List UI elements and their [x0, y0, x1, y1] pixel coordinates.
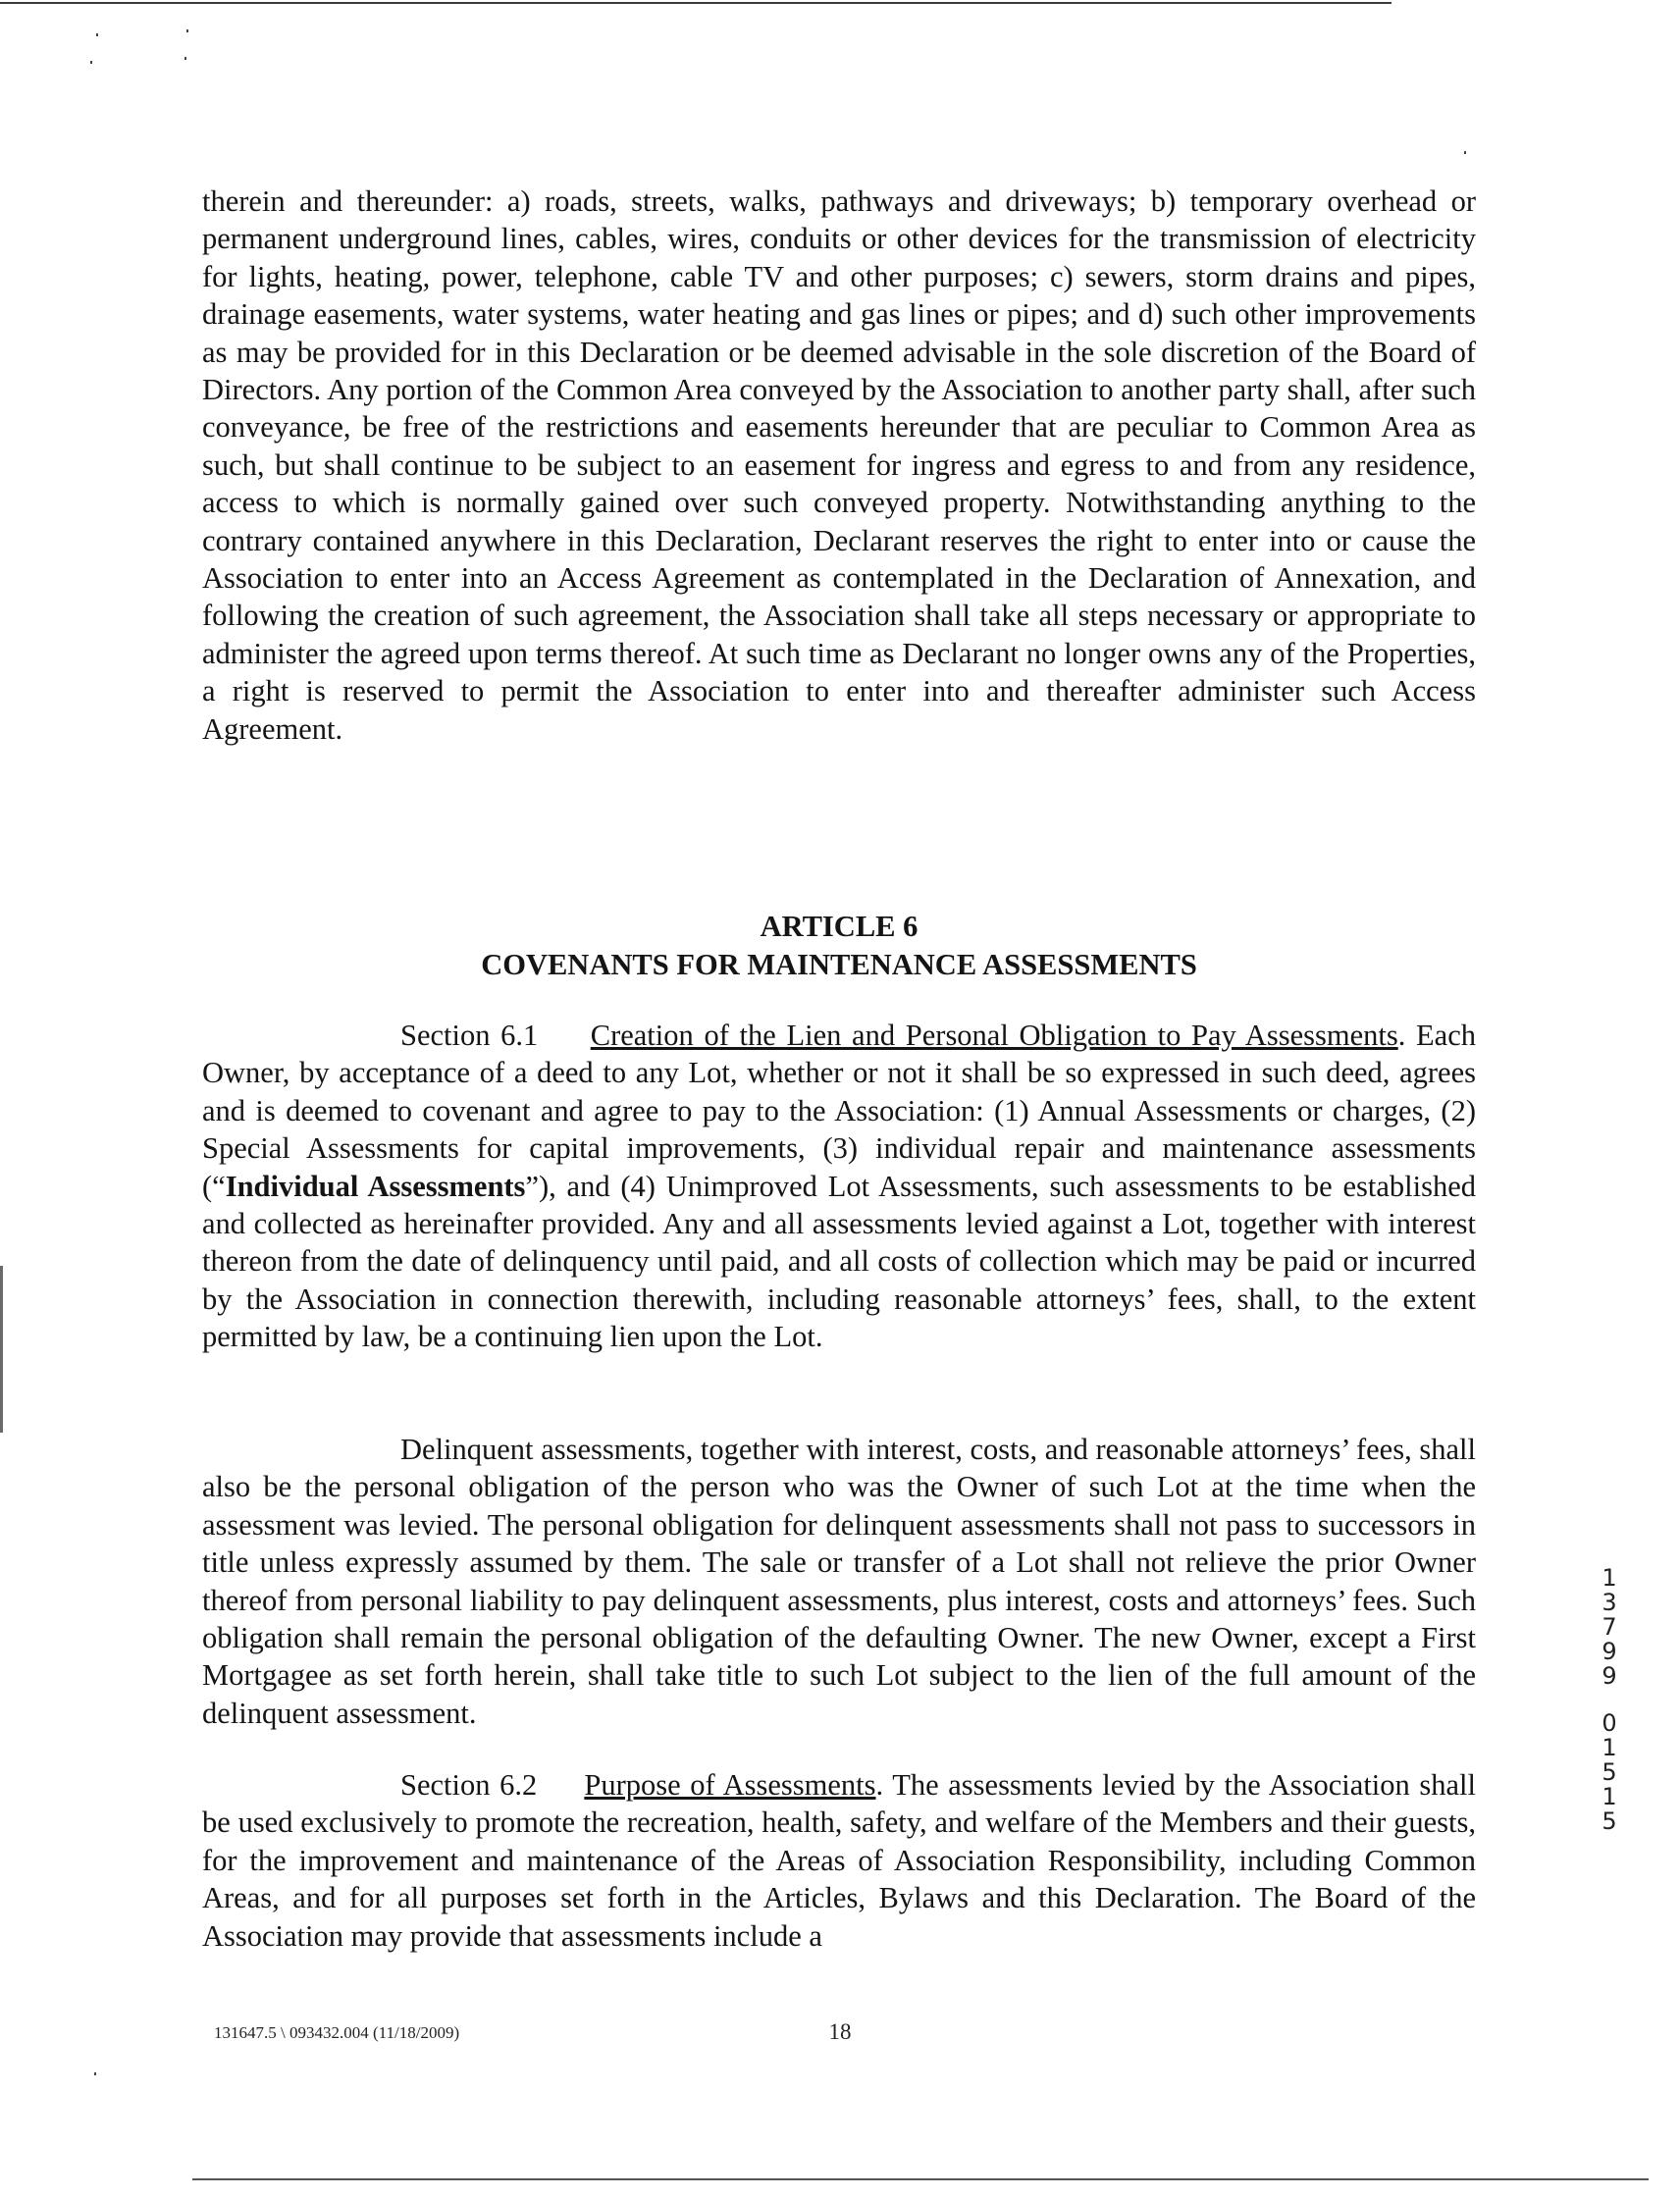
- filing-gap: [1597, 1689, 1622, 1711]
- scan-speck: [96, 33, 98, 36]
- filing-digit: 5: [1601, 1807, 1617, 1835]
- scan-speck: [90, 61, 92, 64]
- scan-speck: [94, 2072, 96, 2075]
- filing-digit: 9: [1601, 1662, 1617, 1690]
- filing-digit: 0: [1601, 1709, 1617, 1737]
- section-6-1-number: Section 6.1: [400, 1019, 539, 1052]
- paragraph-common-area-improvements: therein and thereunder: a) roads, streets, walks, pathways and driveways; b) temporary overhead or permanent underground lines, cables, wires, conduits or other devices for the transmission of electricity for lights, heating, power, telephone, cable TV and other purposes; c) sewers, storm drains and pipes, drainage easements, water systems, water heating and gas lines or pipes; and d) such other improvements as may be provided for in this Declaration or be deemed advisable in the sole discretion of the Board of Directors. Any portion of the Common Area conveyed by the Association to another party shall, after such conveyance, be free of the restrictions and easements hereunder that are peculiar to Common Area as such, but shall continue to be subject to an easement for ingress and egress to and from any residence, access to which is normally gained over such conveyed property. Notwithstanding anything to the contrary contained anywhere in this Declaration, Declarant reserves the right to enter into or cause the Association to enter into an Access Agreement as contemplated in the Declaration of Annexation, and following the creation of such agreement, the Association shall take all steps necessary or appropriate to administer the agreed upon terms thereof. At such time as Declarant no longer owns any of the Properties, a right is reserved to permit the Association to enter into and thereafter administer such Access Agreement.: [202, 184, 1476, 746]
- page-number: 18: [828, 2019, 852, 2044]
- bottom-edge-rule: [192, 2178, 1649, 2180]
- scan-speck: [186, 29, 188, 32]
- filing-digit: 7: [1601, 1613, 1617, 1641]
- left-scan-edge-mark: [0, 1266, 3, 1433]
- scan-speck: [1464, 151, 1466, 154]
- filing-digit: 5: [1601, 1758, 1617, 1786]
- filing-digit: 1: [1601, 1783, 1617, 1810]
- section-6-1-body-end: ”), and (4) Unimproved Lot Assessments, such assessments to be established and collected as hereinafter provided. Any and all assessments levied against a Lot, together with interest thereon from the date of delinquency until paid, and all costs of collection which may be paid or incurred by the Association in connection therewith, including reasonable attorneys’ fees, shall, to the extent permitted by law, be a continuing lien upon the Lot.: [202, 1169, 1476, 1354]
- paragraph-delinquent-assessments: Delinquent assessments, together with interest, costs, and reasonable attorneys’ fees, shall also be the personal obligation of the person who was the Owner of such Lot at the time when the assessment was levied. The personal obligation for delinquent assessments shall not pass to successors in title unless expressly assumed by them. The sale or transfer of a Lot shall not relieve the prior Owner thereof from personal liability to pay delinquent assessments, plus interest, costs and attorneys’ fees. Such obligation shall remain the personal obligation of the defaulting Owner. The new Owner, except a First Mortgagee as set forth herein, shall take title to such Lot subject to the lien of the full amount of the delinquent assessment.: [202, 1433, 1476, 1730]
- filing-digit: 1: [1601, 1564, 1617, 1592]
- section-6-2-number: Section 6.2: [400, 1768, 538, 1802]
- section-6-1-body-start: . Each Owner, by acceptance of a deed to any Lot, whether or not it shall be so expressed in such deed, agrees and is deemed to covenant and agree to pay to the Association: (1) Annual Assessments or charges, (2) Special Assessments for capital improvements, (3) individual repair and maintenance assessments (“: [202, 1019, 1476, 1203]
- vertical-filing-stamp: [1597, 1566, 1622, 1834]
- article-title: COVENANTS FOR MAINTENANCE ASSESSMENTS: [481, 948, 1197, 981]
- footer-document-code: 131647.5 \ 093432.004 (11/18/2009): [214, 2023, 460, 2042]
- individual-assessments-term: Individual Assessments: [225, 1169, 526, 1203]
- section-6-2-body: . The assessments levied by the Association shall be used exclusively to promote the recreation, health, safety, and welfare of the Members and their guests, for the improvement and maintenance of the Areas of Association Responsibility, including Common Areas, and for all purposes set forth in the Articles, Bylaws and this Declaration. The Board of the Association may provide that assessments include a: [202, 1768, 1476, 1953]
- section-6-2-title: Purpose of Assessments: [584, 1768, 876, 1802]
- section-6-1-paragraph: [202, 1017, 1476, 1356]
- filing-digit: 3: [1601, 1589, 1617, 1616]
- scan-speck: [184, 57, 186, 60]
- top-edge-rule: [0, 2, 1391, 4]
- article-heading: ARTICLE 6: [760, 910, 919, 943]
- filing-digit: 1: [1601, 1734, 1617, 1761]
- filing-digit: 9: [1601, 1638, 1617, 1665]
- section-6-1-title: Creation of the Lien and Personal Obligation to Pay Assessments: [590, 1019, 1398, 1052]
- section-6-2-paragraph: [202, 1766, 1476, 1955]
